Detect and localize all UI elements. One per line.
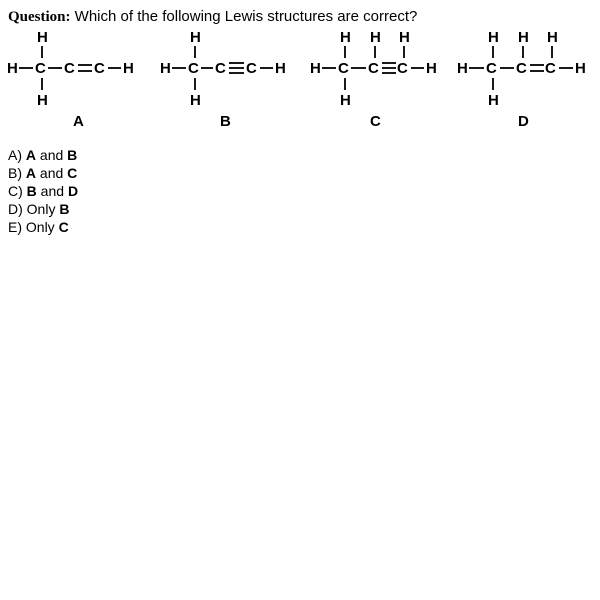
answer-choice: A	[25, 147, 37, 163]
atom-h: H	[340, 29, 351, 46]
atom-h: H	[340, 92, 351, 109]
answer-option-d[interactable]	[8, 200, 78, 218]
answer-prefix: A)	[8, 147, 26, 163]
atom-c: C	[94, 60, 105, 77]
lewis-structures	[0, 26, 600, 136]
structure-label: D	[518, 113, 529, 130]
answer-prefix: B)	[8, 165, 26, 181]
answer-option-c[interactable]	[8, 182, 78, 200]
answer-prefix: E)	[8, 219, 26, 235]
question-label: Question:	[8, 9, 71, 25]
atom-c: C	[35, 60, 46, 77]
answer-connector: Only	[26, 201, 60, 217]
answer-choice: C	[58, 219, 69, 235]
answer-option-a[interactable]	[8, 146, 78, 164]
atom-h: H	[7, 60, 18, 77]
answer-connector: Only	[25, 219, 59, 235]
atom-h: H	[370, 29, 381, 46]
question	[8, 8, 417, 26]
answer-choice: A	[25, 165, 37, 181]
atom-c: C	[368, 60, 379, 77]
atom-h: H	[123, 60, 134, 77]
atom-c: C	[516, 60, 527, 77]
atom-h: H	[190, 92, 201, 109]
atom-h: H	[160, 60, 171, 77]
atom-h: H	[426, 60, 437, 77]
answer-connector: and	[36, 183, 68, 199]
structure-c	[310, 29, 437, 130]
answer-option-b[interactable]	[8, 164, 78, 182]
structure-label: B	[220, 113, 231, 130]
atom-h: H	[275, 60, 286, 77]
structure-b	[160, 29, 286, 130]
atom-c: C	[215, 60, 226, 77]
structure-label: C	[370, 113, 381, 130]
atom-h: H	[488, 29, 499, 46]
answer-choice: C	[67, 165, 78, 181]
atom-h: H	[190, 29, 201, 46]
atom-c: C	[188, 60, 199, 77]
answer-options	[8, 146, 78, 236]
answer-choice: B	[67, 147, 78, 163]
answer-choice: D	[67, 183, 79, 199]
atom-h: H	[37, 29, 48, 46]
atom-h: H	[399, 29, 410, 46]
answer-prefix: C)	[8, 183, 27, 199]
atom-c: C	[486, 60, 497, 77]
structure-d	[457, 29, 586, 130]
atom-h: H	[37, 92, 48, 109]
atom-h: H	[457, 60, 468, 77]
atom-h: H	[518, 29, 529, 46]
atom-h: H	[488, 92, 499, 109]
atom-h: H	[310, 60, 321, 77]
atom-c: C	[246, 60, 257, 77]
answer-option-e[interactable]	[8, 218, 78, 236]
structure-label: A	[73, 113, 84, 130]
answer-choice: B	[26, 183, 37, 199]
answer-prefix: D)	[8, 201, 27, 217]
answer-choice: B	[59, 201, 70, 217]
question-text: Which of the following Lewis structures are correct?	[70, 8, 418, 25]
atom-c: C	[397, 60, 408, 77]
atom-h: H	[575, 60, 586, 77]
answer-connector: and	[36, 165, 68, 181]
atom-c: C	[338, 60, 349, 77]
structure-a	[7, 29, 134, 130]
answer-connector: and	[36, 147, 68, 163]
atom-c: C	[545, 60, 556, 77]
atom-h: H	[547, 29, 558, 46]
atom-c: C	[64, 60, 75, 77]
